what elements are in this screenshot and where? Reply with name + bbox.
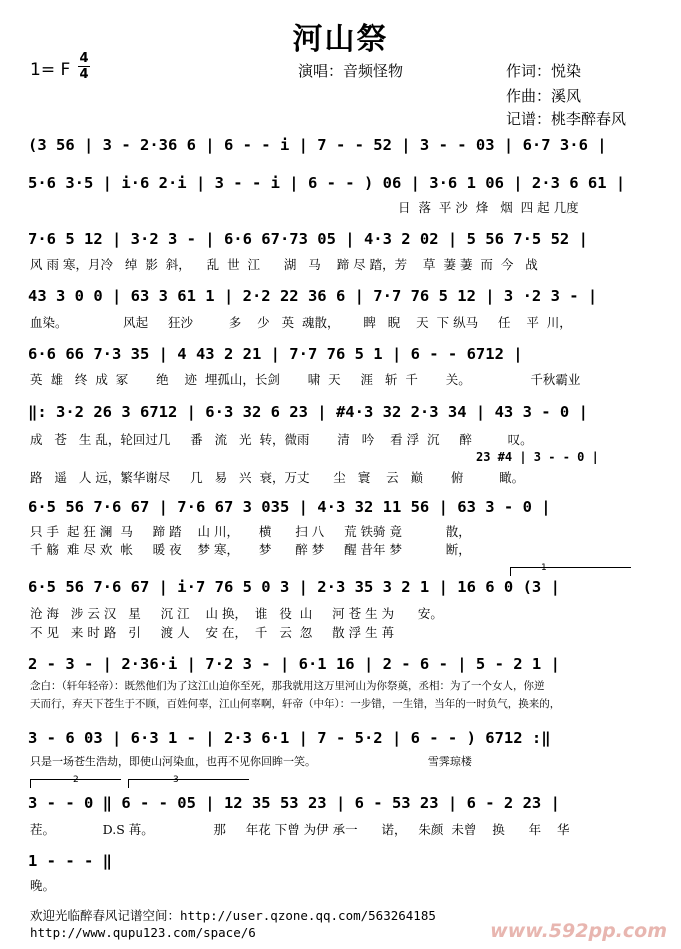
lyric-row-9: 沧 海 涉 云 汉 星 沉 江 山 换， 谁 役 山 河 苍 生 为 安。 <box>30 606 443 621</box>
notation-row-6: ‖: 3·2 26 3 6712 | 6·3 32 6 23 | #4·3 32 2·3 34 | 43 3 - 0 | <box>28 403 588 421</box>
notation-row-12: 1 - - - ‖ <box>28 852 112 870</box>
footer-line-1: 欢迎光临醉春风记谱空间：http://user.qzone.qq.com/563264185 <box>30 908 436 923</box>
lyric-row-12: 茬。 D.S 苒。 那 年花 下曾 为伊 承一 诺， 朱颜 未曾 换 年 华 <box>30 822 570 837</box>
footer-line-2: http://www.qupu123.com/space/6 <box>30 925 256 940</box>
volta-3: 3 <box>128 779 249 788</box>
key-signature: 1= F <box>30 60 71 80</box>
lyric-row-4: 英 雄 终 成 冢 绝 迹 埋孤山，长剑 啸 天 涯 斩 千 关。 千秋霸业 <box>30 372 581 387</box>
composer-credit: 作曲：溪风 <box>506 87 582 105</box>
notation-row-7: 6·5 56 7·6 67 | 7·6 67 3 035 | 4·3 32 11 56 | 63 3 - 0 | <box>28 498 551 516</box>
notation-row-10: 3 - 6 03 | 6·3 1 - | 2·3 6·1 | 7 - 5·2 | 6 - - ) 6712 :‖ <box>28 729 551 747</box>
lyric-row-2: 风 雨 寒，月冷 绰 影 斜， 乱 世 江 湖 马 蹄 尽 踏，芳 草 萋 萋 而 今 战 <box>30 257 538 272</box>
notation-row-4: 43 3 0 0 | 63 3 61 1 | 2·2 22 36 6 | 7·7 76 5 12 | 3 ·2 3 - | <box>28 287 598 305</box>
notation-row-1: (3 56 | 3 - 2·36 6 | 6 - - i | 7 - - 52 | 3 - - 03 | 6·7 3·6 | <box>28 136 607 154</box>
transcriber-credit: 记谱：桃李醉春风 <box>506 110 627 128</box>
volta-2: 2 <box>30 779 121 788</box>
meter-top: 4 <box>79 51 89 66</box>
time-signature <box>76 52 92 81</box>
notation-row-8: 6·5 56 7·6 67 | i·7 76 5 0 3 | 2·3 35 3 2 1 | 16 6 0 (3 | <box>28 578 560 596</box>
lyric-row-7: 只 手 起 狂 澜 马 蹄 踏 山 川， 横 扫 八 荒 铁骑 竟 散， <box>30 524 471 539</box>
notation-row-2: 5·6 3·5 | i·6 2·i | 3 - - i | 6 - - ) 06 | 3·6 1 06 | 2·3 6 61 | <box>28 174 626 192</box>
lyric-row-13: 晚。 <box>30 878 56 893</box>
lyric-row-6: 路 遥 人 远，繁华谢尽 几 易 兴 衰，万丈 尘 寰 云 巅 俯 瞰。 <box>30 470 525 485</box>
lyric-row-8: 千 觞 难 尽 欢 帐 暖 夜 梦 寒， 梦 醉 梦 醒 昔年 梦 断， <box>30 542 471 557</box>
singer-credit: 演唱：音频怪物 <box>298 62 404 80</box>
site-watermark: www.592pp.com <box>490 920 667 942</box>
notation-row-11: 3 - - 0 ‖ 6 - - 05 | 12 35 53 23 | 6 - 53 23 | 6 - 2 23 | <box>28 794 560 812</box>
notation-row-3: 7·6 5 12 | 3·2 3 - | 6·6 67·73 05 | 4·3 2 02 | 5 56 7·5 52 | <box>28 230 588 248</box>
narration-line-2: 天而行，弃天下苍生于不顾，百姓何辜，江山何辜啊，轩帝（中年）：一步错，一生错，当年的一时负气，换来的， <box>30 698 561 710</box>
notation-row-9: 2 - 3 - | 2·36·i | 7·2 3 - | 6·1 16 | 2 - 6 - | 5 - 2 1 | <box>28 655 560 673</box>
lyric-row-3: 血染。 风起 狂沙 多 少 英 魂散， 睥 睨 天 下 纵马 任 平 川， <box>30 315 572 330</box>
notation-special-row: 23 #4 | 3 - - 0 | <box>476 450 599 464</box>
song-title: 河山祭 <box>292 22 389 57</box>
lyric-row-10: 不 见 来 时 路 引 渡 人 安 在， 千 云 忽 散 浮 生 苒 <box>30 625 395 640</box>
meter-bottom: 4 <box>79 67 89 82</box>
lyric-row-1: 日 落 平 沙 烽 烟 四 起 几度 <box>398 200 579 215</box>
lyric-row-5: 成 苍 生 乱，轮回过几 番 流 光 转，微雨 清 吟 看 浮 沉 醉 叹。 <box>30 432 533 447</box>
narration-line-1: 念白：（轩年轻帝）：既然他们为了这江山迫你至死，那我就用这万里河山为你祭奠，丞相：为了一个女人，你逆 <box>30 680 545 692</box>
notation-row-5: 6·6 66 7·3 35 | 4 43 2 21 | 7·7 76 5 1 | 6 - - 6712 | <box>28 345 523 363</box>
lyricist-credit: 作词：悦染 <box>506 62 582 80</box>
volta-1: 1 <box>510 567 631 576</box>
lyric-row-11: 只是一场苍生浩劫，即使山河染血，也再不见你回眸一笑。 雪霁琼楼 <box>30 755 472 768</box>
